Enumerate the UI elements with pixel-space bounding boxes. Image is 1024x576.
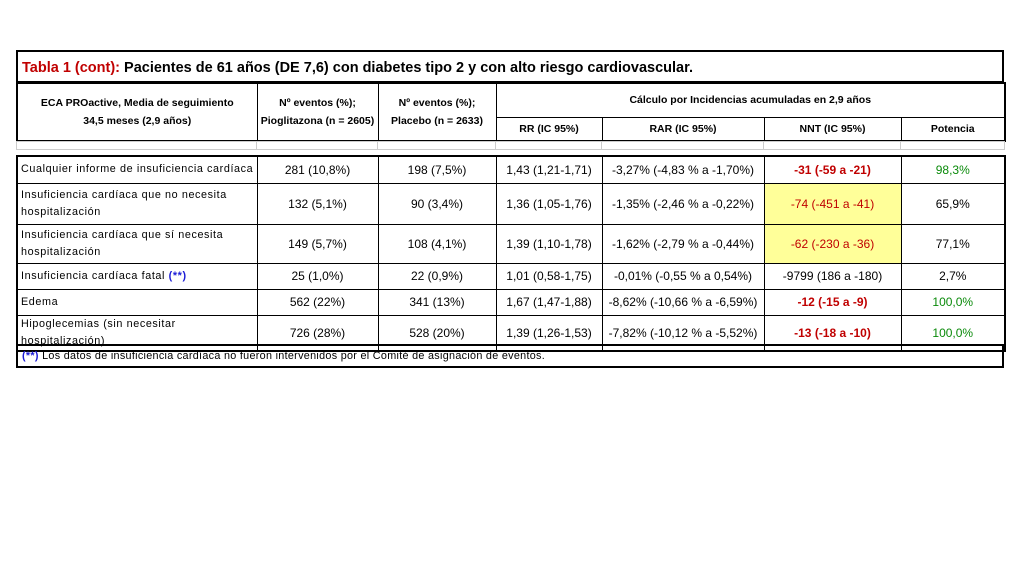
- cell-rar: -1,62% (-2,79 % a -0,44%): [602, 224, 764, 263]
- header-pio-n: Pioglitazona (n = 2605): [260, 115, 375, 127]
- cell-pla: 108 (4,1%): [378, 224, 496, 263]
- footnote: [22, 350, 545, 362]
- header-pioglitazona: [257, 83, 378, 141]
- separator-row: [16, 141, 1005, 150]
- header-pla-n: Placebo (n = 2633): [391, 115, 483, 127]
- row-label: Insuficiencia cardíaca que no necesita hospitalización: [17, 183, 257, 224]
- cell-rr: 1,36 (1,05-1,76): [496, 183, 602, 224]
- header-pla-label: Nº eventos (%);: [398, 97, 476, 109]
- header-pio-label: Nº eventos (%);: [279, 97, 356, 109]
- data-table: [16, 155, 1006, 352]
- cell-pio: 149 (5,7%): [257, 224, 378, 263]
- table-row: [17, 183, 1005, 224]
- cell-pla: 528 (20%): [378, 315, 496, 351]
- table-row: [17, 289, 1005, 315]
- cell-rr: 1,43 (1,21-1,71): [496, 156, 602, 183]
- row-label: Edema: [17, 289, 257, 315]
- row-label-text: Insuficiencia cardíaca fatal: [21, 269, 169, 282]
- cell-potencia: 2,7%: [901, 263, 1005, 289]
- cell-rar: -0,01% (-0,55 % a 0,54%): [602, 263, 764, 289]
- footnote-box: [16, 344, 1004, 368]
- footnote-mark: (**): [22, 350, 39, 362]
- title-box: [16, 50, 1004, 83]
- header-placebo: [378, 83, 496, 141]
- cell-pla: 22 (0,9%): [378, 263, 496, 289]
- header-rr: RR (IC 95%): [496, 117, 602, 141]
- cell-rr: 1,01 (0,58-1,75): [496, 263, 602, 289]
- cell-potencia: 65,9%: [901, 183, 1005, 224]
- row-label: Hipoglecemias (sin necesitar hospitalización): [17, 315, 257, 351]
- cell-rar: -8,62% (-10,66 % a -6,59%): [602, 289, 764, 315]
- cell-nnt: -62 (-230 a -36): [764, 224, 901, 263]
- title-text: Pacientes de 61 años (DE 7,6) con diabetes tipo 2 y con alto riesgo cardiovascular.: [120, 60, 693, 76]
- cell-potencia: 100,0%: [901, 315, 1005, 351]
- table-row: [17, 224, 1005, 263]
- cell-rr: 1,67 (1,47-1,88): [496, 289, 602, 315]
- row-label: Insuficiencia cardíaca que sí necesita hospitalización: [17, 224, 257, 263]
- cell-pio: 562 (22%): [257, 289, 378, 315]
- cell-pla: 341 (13%): [378, 289, 496, 315]
- table-title: [22, 60, 693, 76]
- cell-potencia: 100,0%: [901, 289, 1005, 315]
- footnote-text: Los datos de insuficiencia cardíaca no fueron intervenidos por el Comité de asignación de eventos.: [38, 350, 546, 362]
- cell-rar: -7,82% (-10,12 % a -5,52%): [602, 315, 764, 351]
- cell-rar: -1,35% (-2,46 % a -0,22%): [602, 183, 764, 224]
- cell-rr: 1,39 (1,26-1,53): [496, 315, 602, 351]
- row-label: [17, 263, 257, 289]
- cell-pio: 25 (1,0%): [257, 263, 378, 289]
- row-label-mark: (**): [168, 269, 187, 282]
- cell-nnt: -12 (-15 a -9): [764, 289, 901, 315]
- table-row: [17, 156, 1005, 183]
- cell-nnt: -31 (-59 a -21): [764, 156, 901, 183]
- cell-nnt: -9799 (186 a -180): [764, 263, 901, 289]
- header-study: ECA PROactive, Media de seguimiento 34,5 meses (2,9 años): [17, 83, 257, 141]
- cell-potencia: 98,3%: [901, 156, 1005, 183]
- header-calc: Cálculo por Incidencias acumuladas en 2,9 años: [496, 83, 1005, 117]
- cell-rar: -3,27% (-4,83 % a -1,70%): [602, 156, 764, 183]
- cell-rr: 1,39 (1,10-1,78): [496, 224, 602, 263]
- header-potencia: Potencia: [901, 117, 1005, 141]
- cell-potencia: 77,1%: [901, 224, 1005, 263]
- cell-pla: 90 (3,4%): [378, 183, 496, 224]
- cell-pio: 281 (10,8%): [257, 156, 378, 183]
- cell-pio: 726 (28%): [257, 315, 378, 351]
- title-prefix: Tabla 1 (cont):: [22, 60, 121, 76]
- table-header: [16, 82, 1006, 142]
- table-row: [17, 263, 1005, 289]
- header-rar: RAR (IC 95%): [602, 117, 764, 141]
- cell-nnt: -74 (-451 a -41): [764, 183, 901, 224]
- cell-pio: 132 (5,1%): [257, 183, 378, 224]
- header-nnt: NNT (IC 95%): [764, 117, 901, 141]
- cell-nnt: -13 (-18 a -10): [764, 315, 901, 351]
- cell-pla: 198 (7,5%): [378, 156, 496, 183]
- row-label: Cualquier informe de insuficiencia cardíaca: [17, 156, 257, 183]
